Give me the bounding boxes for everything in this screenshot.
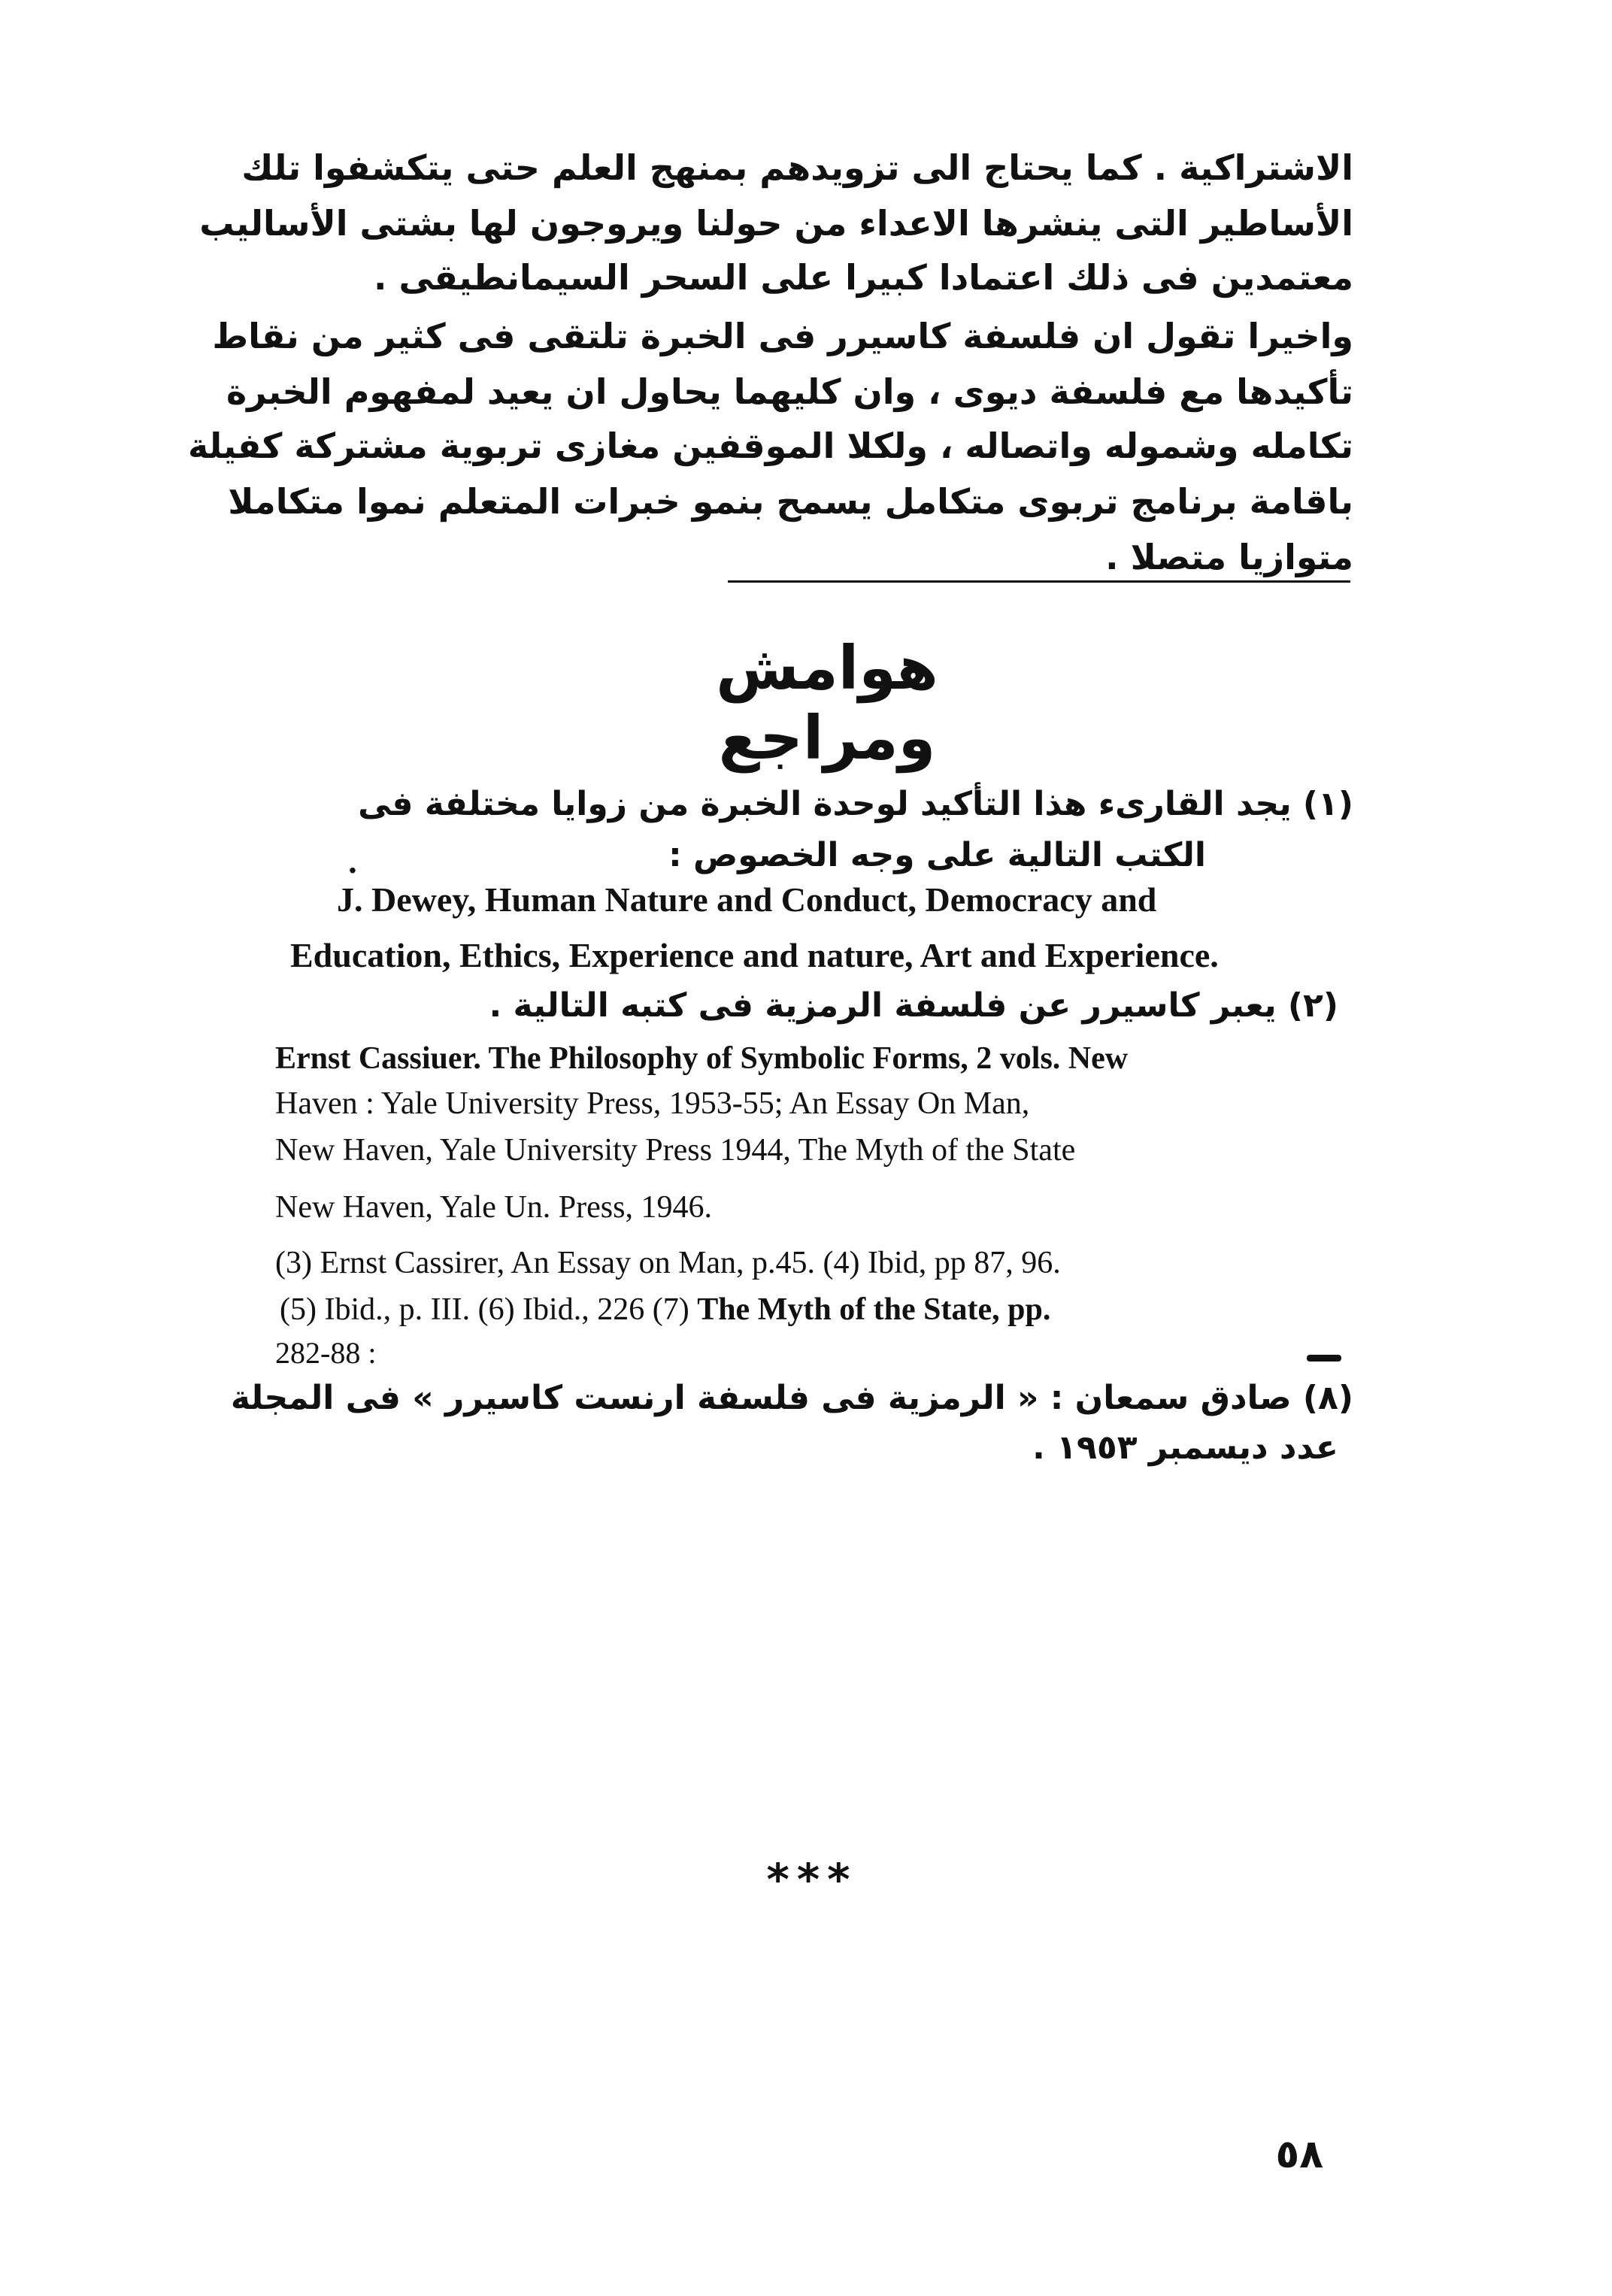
footnote-8-line-2: عدد ديسمبر ١٩٥٣ .	[1032, 1428, 1338, 1467]
footnote-8-line-1: (٨) صادق سمعان : « الرمزية فى فلسفة ارنست كاسيرر » فى المجلة	[230, 1379, 1353, 1417]
intro-line-3: معتمدين فى ذلك اعتمادا كبيرا على السحر السيمانطيقى .	[373, 257, 1353, 298]
page-number: ٥٨	[1275, 2132, 1323, 2177]
footnote-1-line-1: (١) يجد القارىء هذا التأكيد لوحدة الخبرة من زوايا مختلفة فى	[358, 785, 1353, 823]
footnote-1-line-2: الكتب التالية على وجه الخصوص :	[668, 836, 1206, 874]
intro-line-4: واخيرا تقول ان فلسفة كاسيرر فى الخبرة تلتقى فى كثير من نقاط	[212, 316, 1353, 356]
cassirer-reference-line-4: New Haven, Yale Un. Press, 1946.	[275, 1190, 712, 1225]
intro-line-2: الأساطير التى ينشرها الاعداء من حولنا ويروجون لها بشتى الأساليب	[199, 203, 1353, 244]
footnotes-5-7	[280, 1292, 1050, 1328]
intro-line-6: تكامله وشموله واتصاله ، ولكلا الموقفين مغازى تربوية مشتركة كفيلة	[188, 426, 1353, 466]
dewey-reference-line-2: Education, Ethics, Experience and nature, Art and Experience.	[290, 936, 1219, 974]
footnotes-5-7-plain: (5) Ibid., p. III. (6) Ibid., 226 (7)	[280, 1292, 698, 1327]
intro-line-8: متوازيا متصلا .	[1105, 537, 1353, 577]
asterisk-separator: ***	[766, 1854, 858, 1905]
footnotes-3-4: (3) Ernst Cassirer, An Essay on Man, p.45. (4) Ibid, pp 87, 96.	[275, 1246, 1061, 1280]
intro-line-7: باقامة برنامج تربوى متكامل يسمح بنمو خبرات المتعلم نموا متكاملا	[228, 481, 1353, 522]
notes-heading: هوامش ومراجع	[716, 633, 938, 773]
cassirer-reference-line-3: New Haven, Yale University Press 1944, The Myth of the State	[275, 1133, 1076, 1168]
cassirer-reference-line-1: Ernst Cassiuer. The Philosophy of Symbolic Forms, 2 vols. New	[275, 1041, 1129, 1076]
dewey-reference-line-1: J. Dewey, Human Nature and Conduct, Democracy and	[337, 880, 1157, 919]
section-divider	[728, 580, 1350, 583]
footnote-7-title: The Myth of the State, pp.	[697, 1292, 1051, 1327]
footnote-1-dot: .	[347, 845, 358, 880]
cassirer-reference-line-2: Haven : Yale University Press, 1953-55; An Essay On Man,	[275, 1086, 1030, 1121]
intro-line-1: الاشتراكية . كما يحتاج الى تزويدهم بمنهج العلم حتى يتكشفوا تلك	[241, 147, 1353, 188]
footnote-7-pages: 282-88 :	[275, 1336, 377, 1370]
footnote-2: (٢) يعبر كاسيرر عن فلسفة الرمزية فى كتبه التالية .	[489, 986, 1338, 1025]
intro-line-5: تأكيدها مع فلسفة ديوى ، وان كليهما يحاول ان يعيد لمفهوم الخبرة	[226, 371, 1353, 412]
dash-mark	[1307, 1355, 1341, 1362]
